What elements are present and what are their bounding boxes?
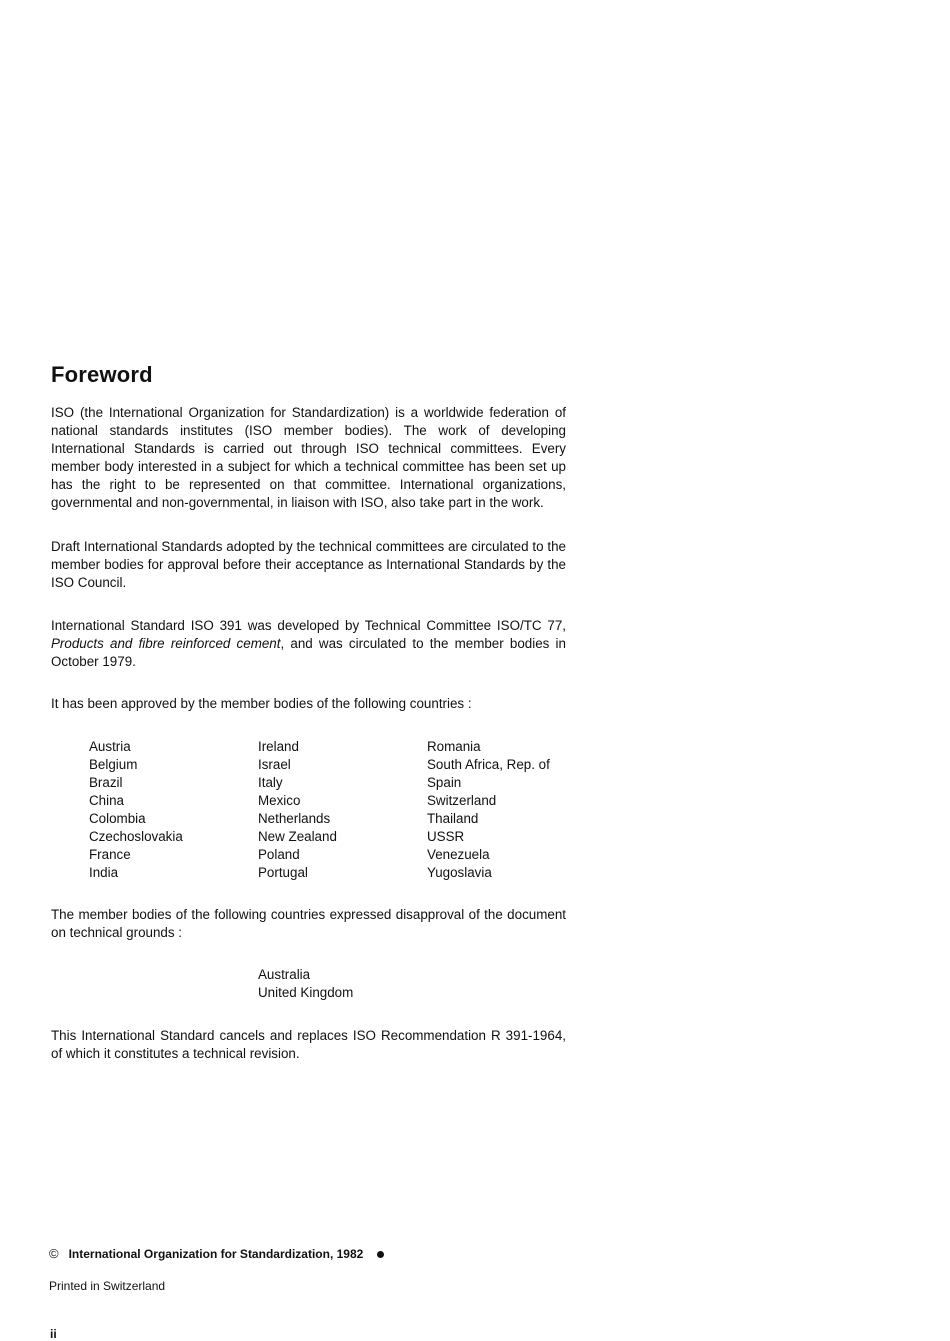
country-column-2 [258,738,427,882]
country-name: Belgium [89,757,138,772]
paragraph-iso-description: ISO (the International Organization for Standardization) is a worldwide federation of national standards institutes (ISO member bodies). The work of developing International Standards is carried out through ISO technical committees. Every member body interested in a subject for which a technical committee has been set up has the right to be represented on that committee. International organizations, governmental and non-governmental, in liaison with ISO, also take part in the work. [51,405,566,510]
country-name: Australia [258,967,311,982]
bullet-icon [377,1251,384,1258]
country-name: South Africa, Rep. of [427,757,550,772]
country-name: USSR [427,829,465,844]
origin-text-start: International Standard ISO 391 was developed by Technical Committee ISO/TC 77, [51,618,566,633]
page-number: ii [50,1327,57,1341]
paragraph-draft-standards: Draft International Standards adopted by the technical committees are circulated to the member bodies for approval before their acceptance as International Standards by the ISO Council. [51,539,566,590]
country-name: Ireland [258,739,299,754]
disapproving-countries-list [258,966,353,1002]
country-name: New Zealand [258,829,337,844]
paragraph-disapproval-intro: The member bodies of the following countries expressed disapproval of the document on technical grounds : [51,907,566,940]
paragraph-approval-intro: It has been approved by the member bodies of the following countries : [51,696,472,711]
country-name: Thailand [427,811,479,826]
country-name: Poland [258,847,300,862]
country-name: Portugal [258,865,308,880]
origin-text-end: , and was circulated to the member bodies in October 1979. [51,636,566,669]
country-column-1 [89,738,258,882]
country-name: Netherlands [258,811,331,826]
approving-countries-list [89,738,596,882]
country-name: Brazil [89,775,123,790]
country-name: Israel [258,757,291,772]
country-name: Colombia [89,811,146,826]
copyright-line [49,1246,384,1261]
copyright-text: International Organization for Standardization, 1982 [68,1247,364,1261]
country-name: United Kingdom [258,985,354,1000]
page-title: Foreword [51,362,153,387]
country-name: Spain [427,775,462,790]
country-name: Yugoslavia [427,865,492,880]
country-name: Switzerland [427,793,497,808]
country-name: Mexico [258,793,301,808]
country-name: India [89,865,119,880]
country-name: China [89,793,124,808]
country-name: France [89,847,131,862]
country-name: Italy [258,775,283,790]
country-name: Czechoslovakia [89,829,183,844]
paragraph-replacement-note: This International Standard cancels and replaces ISO Recommendation R 391-1964, of which it constitutes a technical revision. [51,1028,566,1061]
paragraph-standard-origin [51,617,566,671]
printed-location: Printed in Switzerland [49,1279,166,1293]
committee-title: Products and fibre reinforced cement [51,636,281,651]
country-name: Austria [89,739,131,754]
country-name: Romania [427,739,481,754]
country-column-3 [427,738,596,882]
copyright-icon: © [49,1246,59,1261]
country-name: Venezuela [427,847,490,862]
